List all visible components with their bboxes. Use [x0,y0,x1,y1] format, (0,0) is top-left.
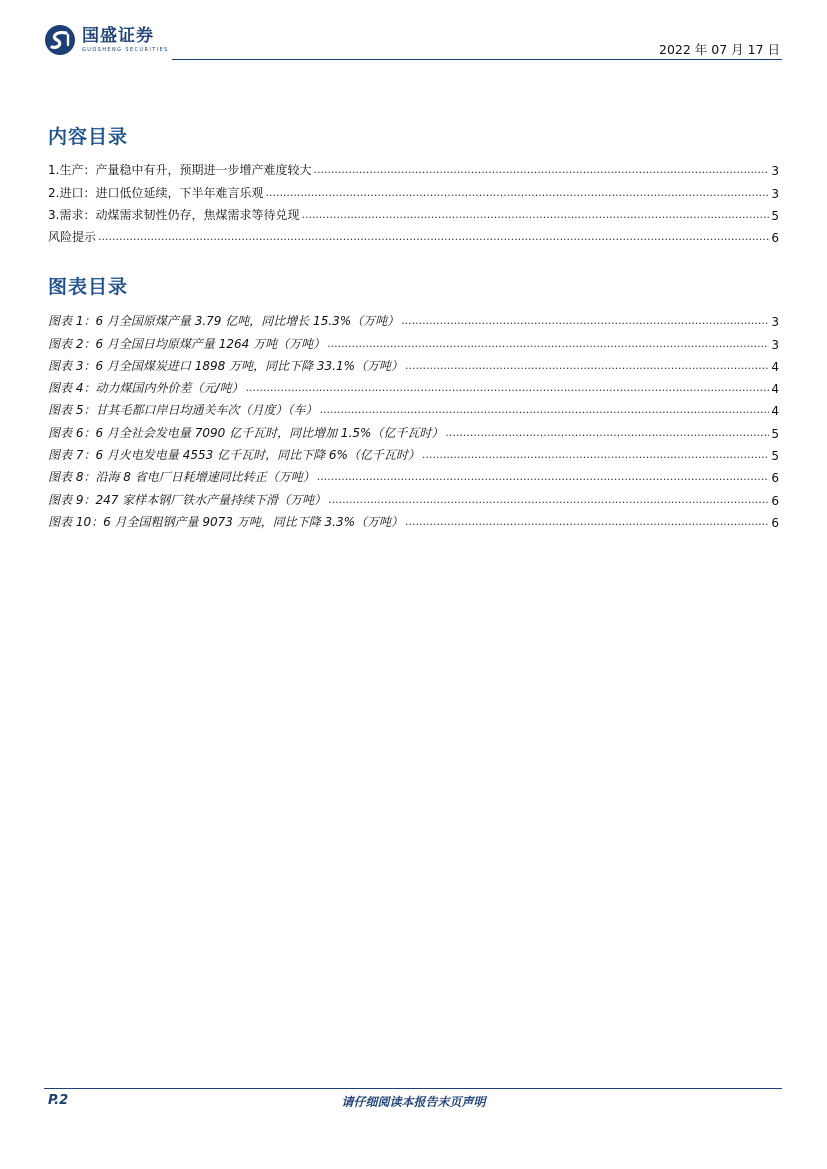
brand-name-cn: 国盛证券 [82,25,154,46]
toc-entry-page: 6 [771,471,779,486]
toc-entry-title: 图表 1：6 月全国原煤产量 3.79 亿吨，同比增长 15.3%（万吨） [48,314,400,329]
toc-entry-title: 1.生产：产量稳中有升，预期进一步增产难度较大 [48,163,312,178]
toc-entry[interactable] [48,201,779,223]
toc-entry-page: 3 [771,186,779,201]
report-date: 2022 年 07 月 17 日 [659,42,780,57]
toc-entry-page: 5 [771,426,779,441]
brand-name-en: GUOSHENG SECURITIES [82,46,169,53]
toc-dot-leader [405,360,769,371]
toc-dot-leader [301,209,769,220]
toc-entry[interactable] [48,441,779,463]
figures-list [48,307,779,530]
toc-entry-title: 风险提示 [48,230,97,245]
toc-entry[interactable] [48,178,779,200]
contents-title: 内容目录 [48,126,129,148]
toc-entry-page: 4 [771,359,779,374]
toc-entry-title: 2.进口：进口低位延续，下半年难言乐观 [48,185,264,200]
toc-entry-title: 图表 6：6 月全社会发电量 7090 亿千瓦时，同比增加 1.5%（亿千瓦时） [48,425,444,440]
header-divider [172,59,782,60]
toc-entry[interactable] [48,485,779,507]
disclaimer-notice: 请仔细阅读本报告末页声明 [341,1095,486,1109]
toc-entry[interactable] [48,396,779,418]
toc-entry-title: 图表 9：247 家样本钢厂铁水产量持续下滑（万吨） [48,492,327,507]
toc-entry-title: 3.需求：动煤需求韧性仍存，焦煤需求等待兑现 [48,207,300,222]
toc-dot-leader [246,382,770,393]
page-header [44,22,782,62]
page-number: P.2 [48,1093,69,1108]
toc-entry-page: 6 [771,493,779,508]
toc-entry-page: 6 [771,231,779,246]
toc-entry-title: 图表 2：6 月全国日均原煤产量 1264 万吨（万吨） [48,336,326,351]
figures-title: 图表目录 [48,276,129,298]
toc-entry-page: 3 [771,315,779,330]
toc-entry[interactable] [48,223,779,245]
toc-entry[interactable] [48,374,779,396]
toc-entry-page: 4 [771,404,779,419]
toc-entry-title: 图表 10：6 月全国粗钢产量 9073 万吨，同比下降 3.3%（万吨） [48,514,404,529]
toc-dot-leader [327,338,769,349]
guosheng-logo-icon [44,24,76,56]
toc-dot-leader [319,404,769,415]
brand-logo [44,22,169,58]
toc-entry[interactable] [48,463,779,485]
toc-dot-leader [328,494,769,505]
toc-dot-leader [98,231,769,242]
toc-dot-leader [405,516,769,527]
toc-dot-leader [422,449,769,460]
toc-entry-page: 6 [771,515,779,530]
toc-entry-page: 5 [771,208,779,223]
toc-entry[interactable] [48,352,779,374]
toc-dot-leader [313,164,769,175]
toc-entry-page: 3 [771,164,779,179]
toc-entry-title: 图表 8：沿海 8 省电厂日耗增速同比转正（万吨） [48,470,315,485]
toc-entry-page: 5 [771,449,779,464]
toc-dot-leader [401,315,769,326]
toc-entry[interactable] [48,329,779,351]
toc-entry-title: 图表 7：6 月火电发电量 4553 亿千瓦时，同比下降 6%（亿千瓦时） [48,448,420,463]
toc-entry-page: 4 [771,382,779,397]
toc-entry-title: 图表 3：6 月全国煤炭进口 1898 万吨，同比下降 33.1%（万吨） [48,358,404,373]
toc-entry-title: 图表 4：动力煤国内外价差（元/吨） [48,381,244,396]
toc-entry[interactable] [48,418,779,440]
toc-entry[interactable] [48,156,779,178]
toc-dot-leader [317,471,770,482]
toc-entry-page: 3 [771,337,779,352]
contents-list [48,156,779,245]
toc-entry[interactable] [48,307,779,329]
toc-dot-leader [265,187,769,198]
footer-divider [44,1088,782,1089]
toc-dot-leader [445,427,769,438]
toc-entry[interactable] [48,508,779,530]
toc-entry-title: 图表 5：甘其毛都口岸日均通关车次（月度）（车） [48,403,318,418]
